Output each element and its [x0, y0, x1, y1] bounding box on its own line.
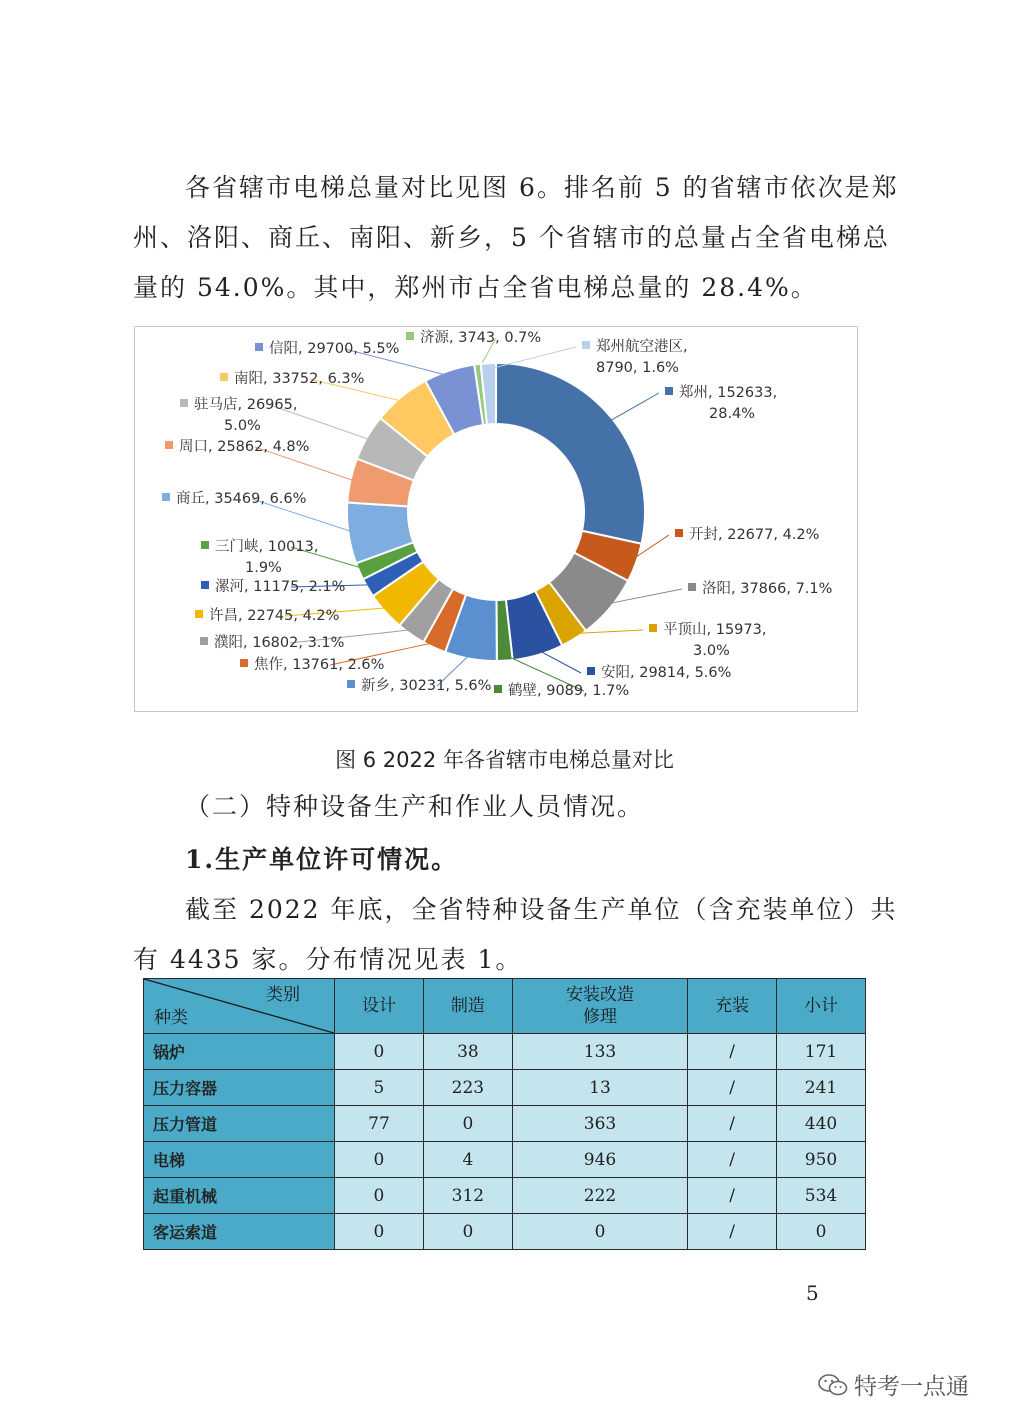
legend-swatch	[406, 332, 414, 340]
production-units-table	[143, 978, 866, 1250]
data-label: 信阳, 29700, 5.5%	[269, 341, 400, 357]
legend-swatch	[165, 441, 173, 449]
legend-swatch	[347, 680, 355, 688]
legend-swatch	[201, 541, 209, 549]
data-label: 新乡, 30231, 5.6%	[361, 678, 492, 694]
table-cell: 0	[335, 1214, 424, 1250]
table-cell: 0	[777, 1214, 866, 1250]
legend-swatch	[582, 341, 590, 349]
data-label: 驻马店, 26965,	[194, 397, 298, 413]
table-cell: 950	[777, 1142, 866, 1178]
row-header: 压力容器	[144, 1070, 335, 1106]
column-header: 充装	[688, 979, 777, 1034]
table-cell: 241	[777, 1070, 866, 1106]
table-cell: 77	[335, 1106, 424, 1142]
watermark-text: 特考一点通	[854, 1374, 969, 1400]
data-label: 洛阳, 37866, 7.1%	[702, 581, 833, 597]
data-label: 开封, 22677, 4.2%	[689, 527, 820, 543]
data-label: 28.4%	[709, 406, 756, 422]
table-cell: 534	[777, 1178, 866, 1214]
table-cell: 946	[512, 1142, 687, 1178]
table-cell: /	[688, 1214, 777, 1250]
data-label: 1.9%	[245, 560, 282, 576]
table-row	[144, 1178, 866, 1214]
table-cell: /	[688, 1106, 777, 1142]
legend-swatch	[180, 399, 188, 407]
data-label: 许昌, 22745, 4.2%	[209, 608, 340, 624]
leader-line	[607, 393, 659, 422]
table-cell: 38	[423, 1034, 512, 1070]
column-header: 制造	[423, 979, 512, 1034]
paragraph-line: 截至 2022 年底，全省特种设备生产单位（含充装单位）共	[185, 895, 898, 924]
donut-chart-svg	[135, 327, 857, 711]
paragraph-line: 州、洛阳、商丘、南阳、新乡，5 个省辖市的总量占全省电梯总	[133, 223, 890, 252]
table-cell: /	[688, 1070, 777, 1106]
corner-column-label: 类别	[266, 985, 300, 1005]
legend-swatch	[688, 583, 696, 591]
wechat-icon	[818, 1373, 848, 1397]
table-row	[144, 1106, 866, 1142]
data-label: 8790, 1.6%	[596, 360, 679, 376]
table-cell: 440	[777, 1106, 866, 1142]
row-header: 起重机械	[144, 1178, 335, 1214]
data-label: 商丘, 35469, 6.6%	[176, 491, 307, 507]
legend-swatch	[200, 637, 208, 645]
data-label: 濮阳, 16802, 3.1%	[214, 635, 345, 651]
data-label: 周口, 25862, 4.8%	[179, 439, 310, 455]
data-label: 南阳, 33752, 6.3%	[234, 371, 365, 387]
section-heading: （二）特种设备生产和作业人员情况。	[185, 792, 645, 821]
table-row	[144, 1034, 866, 1070]
table-row	[144, 1214, 866, 1250]
data-label: 安阳, 29814, 5.6%	[601, 665, 732, 681]
intro-paragraph	[133, 163, 899, 313]
table-cell: 0	[512, 1214, 687, 1250]
table-cell: 4	[423, 1142, 512, 1178]
column-header: 安装改造 修理	[512, 979, 687, 1034]
legend-swatch	[201, 581, 209, 589]
data-label: 济源, 3743, 0.7%	[420, 330, 542, 346]
data-label: 郑州航空港区,	[596, 339, 688, 355]
data-label: 焦作, 13761, 2.6%	[254, 657, 385, 673]
column-header: 设计	[335, 979, 424, 1034]
data-label: 郑州, 152633,	[679, 385, 778, 401]
table-cell: /	[688, 1034, 777, 1070]
table-cell: /	[688, 1142, 777, 1178]
corner-row-label: 种类	[154, 1008, 188, 1028]
legend-swatch	[649, 624, 657, 632]
table-cell: 0	[423, 1214, 512, 1250]
table-cell: 363	[512, 1106, 687, 1142]
table-cell: /	[688, 1178, 777, 1214]
data-label: 鹤壁, 9089, 1.7%	[508, 683, 630, 699]
row-header: 客运索道	[144, 1214, 335, 1250]
page-number: 5	[806, 1281, 819, 1305]
legend-swatch	[675, 529, 683, 537]
table-cell: 0	[423, 1106, 512, 1142]
paragraph-line: 各省辖市电梯总量对比见图 6。排名前 5 的省辖市依次是郑	[185, 173, 899, 202]
table-row	[144, 1070, 866, 1106]
table-cell: 13	[512, 1070, 687, 1106]
watermark	[818, 1368, 969, 1401]
data-label: 5.0%	[224, 418, 261, 434]
leader-line	[536, 649, 581, 673]
paragraph-line: 量的 54.0%。其中，郑州市占全省电梯总量的 28.4%。	[133, 273, 818, 302]
row-header: 压力管道	[144, 1106, 335, 1142]
legend-swatch	[665, 387, 673, 395]
table-cell: 0	[335, 1178, 424, 1214]
table-cell: 133	[512, 1034, 687, 1070]
row-header: 电梯	[144, 1142, 335, 1178]
table-cell: 312	[423, 1178, 512, 1214]
table-cell: 5	[335, 1070, 424, 1106]
elevator-donut-chart	[134, 326, 858, 712]
table-corner-cell	[144, 979, 335, 1034]
table-row	[144, 1142, 866, 1178]
table-cell: 222	[512, 1178, 687, 1214]
legend-swatch	[255, 343, 263, 351]
legend-swatch	[240, 659, 248, 667]
table-header-row	[144, 979, 866, 1034]
table-cell: 0	[335, 1142, 424, 1178]
data-label: 3.0%	[693, 643, 730, 659]
legend-swatch	[195, 610, 203, 618]
legend-swatch	[220, 373, 228, 381]
paragraph-line: 有 4435 家。分布情况见表 1。	[133, 945, 523, 974]
donut-slice-郑州	[496, 363, 645, 544]
table-cell: 171	[777, 1034, 866, 1070]
column-header: 小计	[777, 979, 866, 1034]
data-label: 漯河, 11175, 2.1%	[215, 579, 346, 595]
license-paragraph	[133, 885, 898, 985]
legend-swatch	[587, 667, 595, 675]
legend-swatch	[494, 685, 502, 693]
sub-heading: 1.生产单位许可情况。	[185, 845, 459, 874]
legend-swatch	[162, 493, 170, 501]
row-header: 锅炉	[144, 1034, 335, 1070]
figure-caption: 图 6 2022 年各省辖市电梯总量对比	[335, 748, 674, 772]
data-label: 平顶山, 15973,	[663, 622, 767, 638]
table-cell: 0	[335, 1034, 424, 1070]
leader-line	[489, 347, 576, 369]
table-cell: 223	[423, 1070, 512, 1106]
data-label: 三门峡, 10013,	[215, 539, 319, 555]
